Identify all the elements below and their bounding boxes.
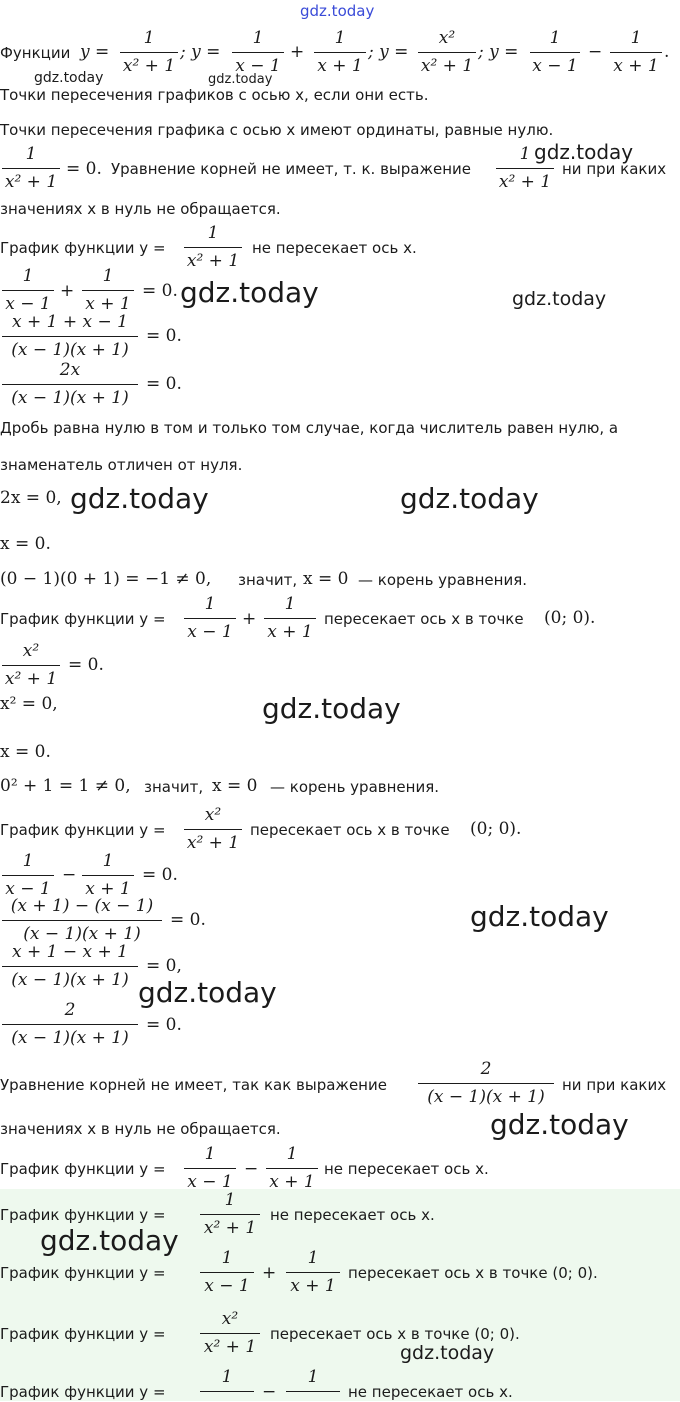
- watermark: gdz.today: [34, 70, 104, 86]
- equation: x = 0.: [0, 534, 51, 554]
- equals-zero: = 0.: [66, 159, 102, 179]
- text-line: График функции y =: [0, 239, 166, 257]
- equals-zero: = 0.: [68, 655, 104, 675]
- equation: 2x = 0,: [0, 488, 62, 508]
- answer-line: График функции y =: [0, 1383, 166, 1401]
- watermark: gdz.today: [470, 900, 609, 933]
- answer-text: пересекает ось x в точке (0; 0).: [270, 1325, 520, 1343]
- minus-sign: −: [588, 42, 603, 62]
- point: (0; 0).: [544, 608, 596, 628]
- text-line: значениях x в нуль не обращается.: [0, 200, 281, 218]
- plus-sign: +: [242, 609, 257, 629]
- equals-zero: = 0.: [142, 281, 178, 301]
- text-line: — корень уравнения.: [358, 571, 527, 589]
- answer-text: не пересекает ось x.: [348, 1383, 513, 1401]
- plus-sign: +: [262, 1263, 277, 1283]
- watermark: gdz.today: [512, 288, 607, 310]
- answer-line: График функции y =: [0, 1264, 166, 1282]
- text-line: Уравнение корней не имеет, т. к. выражение: [111, 160, 471, 178]
- text-line: ни при каких: [562, 160, 667, 178]
- text-line: пересекает ось x в точке: [250, 821, 450, 839]
- text-line: Точки пересечения графиков с осью x, если они есть.: [0, 86, 429, 104]
- separator: ; y =: [368, 42, 409, 62]
- watermark: gdz.today: [70, 482, 209, 515]
- watermark: gdz.today: [180, 276, 319, 309]
- answer-line: График функции y =: [0, 1206, 166, 1224]
- minus-sign: −: [62, 865, 77, 885]
- separator: ; y =: [478, 42, 519, 62]
- watermark: gdz.today: [262, 692, 401, 725]
- functions-label: Функции: [0, 44, 71, 62]
- answer-line: График функции y =: [0, 1325, 166, 1343]
- text-line: знаменатель отличен от нуля.: [0, 456, 243, 474]
- watermark: gdz.today: [138, 976, 277, 1009]
- separator: ; y =: [180, 42, 221, 62]
- equation: x = 0: [212, 776, 258, 796]
- text-line: График функции y =: [0, 1160, 166, 1178]
- equals-zero: = 0.: [170, 910, 206, 930]
- watermark: gdz.today: [400, 1342, 495, 1364]
- minus-sign: −: [262, 1382, 277, 1402]
- equation: x² = 0,: [0, 694, 58, 714]
- equals-zero: = 0.: [142, 865, 178, 885]
- plus-sign: +: [290, 42, 305, 62]
- equals-zero: = 0.: [146, 374, 182, 394]
- eq-prefix: y =: [80, 42, 110, 62]
- watermark: gdz.today: [534, 140, 634, 164]
- text-line: значениях x в нуль не обращается.: [0, 1120, 281, 1138]
- text-line: ни при каких: [562, 1076, 667, 1094]
- text-line: пересекает ось x в точке: [324, 610, 524, 628]
- equation: (0 − 1)(0 + 1) = −1 ≠ 0,: [0, 569, 212, 589]
- answer-text: не пересекает ось x.: [270, 1206, 435, 1224]
- text-line: — корень уравнения.: [270, 778, 439, 796]
- watermark: gdz.today: [208, 72, 273, 87]
- text-line: Дробь равна нулю в том и только том случае, когда числитель равен нулю, а: [0, 419, 619, 437]
- equals-zero: = 0,: [146, 956, 182, 976]
- text-line: График функции y =: [0, 610, 166, 628]
- answer-text: пересекает ось x в точке (0; 0).: [348, 1264, 598, 1282]
- point: (0; 0).: [470, 819, 522, 839]
- text-line: значит,: [238, 571, 298, 589]
- text-line: не пересекает ось x.: [252, 239, 417, 257]
- text-line: Точки пересечения графика с осью x имеют ординаты, равные нулю.: [0, 121, 554, 139]
- watermark: gdz.today: [40, 1224, 179, 1257]
- equals-zero: = 0.: [146, 326, 182, 346]
- watermark: gdz.today: [490, 1108, 629, 1141]
- minus-sign: −: [244, 1159, 259, 1179]
- site-watermark-header: gdz.today: [300, 2, 375, 20]
- text-line: значит,: [144, 778, 204, 796]
- plus-sign: +: [60, 281, 75, 301]
- period: .: [664, 42, 670, 62]
- text-line: График функции y =: [0, 821, 166, 839]
- equation: x = 0.: [0, 742, 51, 762]
- text-line: Уравнение корней не имеет, так как выражение: [0, 1076, 387, 1094]
- equation: x = 0: [303, 569, 349, 589]
- text-line: не пересекает ось x.: [324, 1160, 489, 1178]
- watermark: gdz.today: [400, 482, 539, 515]
- equals-zero: = 0.: [146, 1015, 182, 1035]
- equation: 0² + 1 = 1 ≠ 0,: [0, 776, 131, 796]
